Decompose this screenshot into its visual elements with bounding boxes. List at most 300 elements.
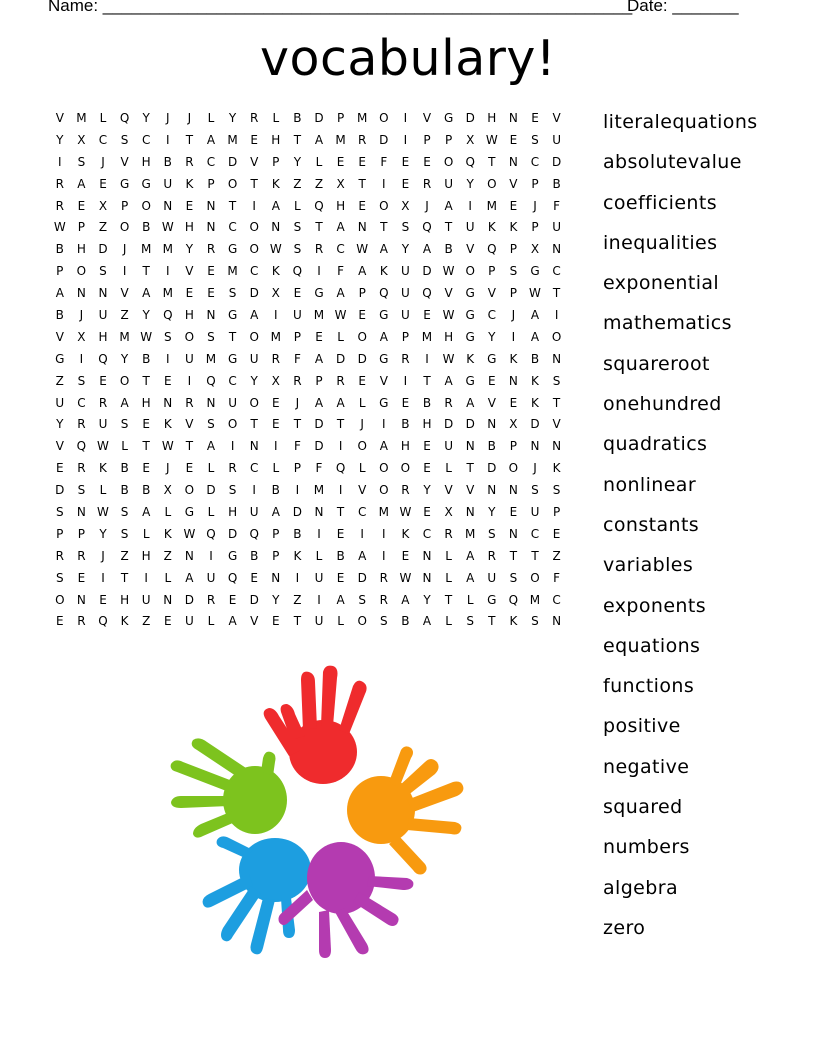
grid-letter: B [401,614,410,629]
grid-letter: E [423,308,431,323]
grid-letter: L [445,614,452,629]
grid-letter: A [530,308,540,323]
grid-letter: K [401,526,410,541]
grid-letter: O [487,176,497,191]
grid-letter: U [55,395,65,410]
grid-letter: E [358,373,366,388]
grid-letter: O [379,461,389,476]
grid-letter: K [293,548,302,563]
grid-letter: G [379,351,389,366]
grid-letter: I [403,373,408,388]
word-list-item: numbers [603,836,690,859]
grid-letter: H [184,220,194,235]
grid-letter: E [99,592,107,607]
grid-letter: E [315,329,323,344]
grid-letter: I [79,351,84,366]
grid-letter: A [358,548,367,563]
grid-letter: M [227,132,238,147]
grid-letter: V [487,395,496,410]
grid-letter: J [122,242,127,257]
grid-letter: R [336,373,345,388]
grid-letter: U [465,220,475,235]
grid-letter: R [98,395,108,410]
grid-letter: W [529,286,541,301]
grid-letter: A [77,176,86,191]
grid-letter: M [76,111,87,125]
grid-letter: N [552,242,562,257]
grid-letter: I [317,592,321,607]
grid-letter: G [119,176,130,191]
grid-letter: S [293,242,302,257]
grid-letter: N [249,439,259,454]
grid-letter: C [206,154,216,169]
grid-letter: B [271,483,280,498]
grid-letter: X [98,198,108,213]
grid-letter: O [357,329,367,344]
grid-letter: O [443,154,454,169]
grid-letter: O [184,329,195,344]
grid-letter: A [401,592,410,607]
grid-letter: T [293,132,302,147]
grid-letter: R [206,242,216,257]
grid-letter: J [187,111,192,125]
grid-letter: R [185,154,194,169]
grid-letter: L [337,329,344,344]
grid-letter: E [509,395,518,410]
grid-letter: T [185,439,194,454]
grid-letter: M [421,329,433,344]
date-line [627,0,739,16]
grid-letter: A [336,220,345,235]
grid-letter: N [422,570,432,585]
grid-letter: N [163,395,173,410]
grid-letter: T [380,220,388,235]
grid-letter: I [382,548,386,563]
grid-letter: T [423,373,431,388]
grid-letter: L [272,461,280,476]
grid-letter: L [99,483,107,498]
grid-letter: D [314,111,324,125]
grid-letter: A [444,373,453,388]
grid-letter: L [207,614,215,629]
grid-letter: S [552,373,561,388]
grid-letter: M [162,242,173,257]
grid-letter: N [98,286,108,301]
grid-letter: D [98,242,108,257]
grid-letter: E [77,198,86,213]
grid-letter: O [400,461,411,476]
grid-letter: S [120,132,129,147]
grid-letter: S [77,154,86,169]
grid-letter: A [185,570,194,585]
grid-letter: A [314,395,324,410]
grid-letter: R [401,483,410,498]
grid-letter: S [163,329,172,344]
grid-letter: V [552,417,561,432]
grid-letter: E [250,570,258,585]
grid-letter: E [423,154,431,169]
word-list-item: literalequations [603,111,758,133]
grid-letter: T [466,461,474,476]
grid-letter: A [379,439,388,454]
grid-letter: Q [508,592,519,607]
grid-letter: E [207,264,215,279]
grid-letter: D [184,592,195,607]
grid-letter: N [206,220,216,235]
grid-letter: H [98,329,108,344]
grid-letter: P [509,242,518,257]
grid-letter: A [466,395,475,410]
grid-letter: N [422,548,432,563]
grid-letter: I [274,439,278,454]
grid-letter: N [465,505,475,520]
grid-letter: K [509,351,518,366]
grid-letter: S [120,505,129,520]
grid-letter: G [141,176,151,191]
grid-letter: S [293,220,302,235]
grid-letter: X [163,483,172,498]
grid-letter: E [423,461,431,476]
grid-letter: Y [488,505,496,520]
grid-letter: S [77,483,86,498]
grid-letter: V [444,483,453,498]
grid-letter: X [530,242,540,257]
grid-letter: W [161,220,174,235]
grid-letter: J [79,308,84,323]
word-list-item: negative [603,755,690,778]
grid-letter: E [293,286,302,301]
grid-letter: E [552,526,561,541]
grid-letter: E [509,132,518,147]
grid-letter: P [77,220,86,235]
grid-letter: P [444,132,453,147]
grid-letter: R [444,526,453,541]
grid-letter: M [227,264,238,279]
grid-letter: Y [99,526,107,541]
grid-letter: Y [142,111,150,125]
word-list-item: functions [603,675,695,698]
grid-letter: E [336,570,345,585]
grid-letter: I [144,570,148,585]
grid-letter: E [185,286,194,301]
grid-letter: N [530,439,540,454]
grid-letter: E [272,417,280,432]
grid-letter: E [250,132,258,147]
grid-letter: J [360,417,364,432]
grid-letter: A [55,286,64,301]
grid-letter: R [55,176,64,191]
grid-letter: R [206,592,216,607]
grid-letter: Z [293,592,302,607]
grid-letter: D [227,526,238,541]
grid-letter: Q [163,308,173,323]
grid-letter: V [55,111,64,125]
grid-letter: H [141,548,151,563]
grid-letter: L [315,154,323,169]
name-line [48,0,632,16]
word-list-item: positive [603,715,681,738]
grid-letter: I [209,548,213,563]
grid-letter: L [121,439,128,454]
grid-letter: A [271,505,280,520]
grid-letter: M [141,242,152,257]
grid-letter: I [295,570,300,585]
grid-letter: X [466,132,475,147]
grid-letter: Z [314,176,324,191]
grid-letter: I [382,526,386,541]
grid-letter: L [445,570,452,585]
grid-letter: G [443,111,454,125]
grid-letter: E [164,614,172,629]
grid-letter: A [250,308,259,323]
grid-letter: S [552,483,561,498]
grid-letter: S [207,417,215,432]
grid-letter: W [183,526,196,541]
grid-letter: B [142,220,151,235]
grid-letter: D [314,417,324,432]
grid-letter: N [184,548,194,563]
grid-letter: U [141,592,151,607]
grid-letter: D [249,286,259,301]
grid-letter: G [227,351,238,366]
grid-letter: V [379,373,388,388]
grid-letter: I [403,132,408,147]
grid-letter: N [487,483,497,498]
grid-letter: B [530,351,540,366]
grid-letter: N [487,417,497,432]
grid-letter: L [315,548,323,563]
grid-letter: N [552,439,562,454]
grid-letter: O [227,176,238,191]
grid-letter: X [77,132,86,147]
grid-letter: I [360,526,364,541]
grid-letter: C [98,132,108,147]
grid-letter: T [185,132,194,147]
grid-letter: N [76,286,86,301]
word-list-item: absolutevalue [603,151,742,174]
grid-letter: G [314,286,324,301]
word-list-item: mathematics [603,312,732,335]
grid-letter: J [533,461,537,476]
grid-letter: Y [488,329,496,344]
grid-letter: E [509,505,518,520]
grid-letter: U [184,614,194,629]
grid-letter: Z [120,548,129,563]
grid-letter: S [120,417,129,432]
grid-letter: E [99,373,107,388]
word-list-item: constants [603,513,700,536]
grid-letter: E [336,154,345,169]
grid-letter: S [207,329,215,344]
grid-letter: N [508,154,518,169]
grid-letter: T [488,614,496,629]
grid-letter: C [552,592,561,607]
grid-letter: G [465,308,475,323]
grid-letter: I [166,132,170,147]
grid-letter: I [511,329,516,344]
grid-letter: I [187,373,192,388]
grid-letter: O [379,198,389,213]
grid-letter: G [184,505,195,520]
grid-letter: S [55,570,64,585]
word-list-item: variables [603,554,694,577]
grid-letter: G [227,308,238,323]
grid-letter: R [401,351,410,366]
grid-letter: I [166,264,170,279]
grid-letter: P [56,526,64,541]
grid-letter: U [228,395,237,410]
grid-letter: R [444,395,453,410]
grid-letter: O [119,220,130,235]
grid-letter: D [465,111,475,125]
grid-letter: G [55,351,65,366]
grid-letter: A [206,132,216,147]
grid-letter: Z [55,373,64,388]
grid-letter: V [466,483,475,498]
grid-letter: G [465,286,475,301]
grid-letter: L [358,395,366,410]
grid-letter: Y [56,132,64,147]
grid-letter: I [382,176,386,191]
grid-letter: N [552,614,562,629]
grid-letter: G [379,308,389,323]
grid-letter: G [530,264,540,279]
grid-letter: M [162,286,173,301]
grid-letter: F [293,351,301,366]
grid-letter: Y [466,176,474,191]
grid-letter: B [422,395,432,410]
grid-letter: D [465,417,475,432]
grid-letter: I [317,264,321,279]
grid-letter: E [423,439,431,454]
name-label: Name: ________________________________________________________ [48,0,633,15]
grid-letter: I [425,351,429,366]
grid-letter: I [252,198,256,213]
grid-letter: D [357,351,367,366]
grid-letter: M [529,592,541,607]
grid-letter: X [271,373,280,388]
grid-letter: P [531,176,539,191]
grid-letter: B [552,176,561,191]
grid-letter: G [465,373,475,388]
grid-letter: M [335,132,346,147]
grid-letter: U [552,132,561,147]
grid-letter: C [487,308,496,323]
grid-letter: R [379,570,388,585]
grid-letter: V [250,614,259,629]
grid-letter: E [185,461,194,476]
grid-letter: E [99,176,107,191]
grid-letter: W [269,242,282,257]
grid-letter: D [357,570,367,585]
grid-letter: O [249,329,259,344]
grid-letter: Y [228,111,237,125]
grid-letter: H [336,198,346,213]
grid-letter: H [141,154,151,169]
grid-letter: X [77,329,86,344]
grid-letter: J [533,198,537,213]
grid-letter: D [551,154,562,169]
word-list-item: inequalities [603,231,718,254]
grid-letter: M [119,329,130,344]
grid-letter: N [206,198,216,213]
blue-hand-icon [203,836,311,954]
grid-letter: V [185,264,194,279]
grid-letter: P [552,505,561,520]
grid-letter: J [166,461,170,476]
date-label: Date: _______ [627,0,739,15]
grid-letter: I [166,351,170,366]
grid-letter: D [487,461,497,476]
grid-letter: N [508,111,518,125]
grid-letter: Z [120,308,129,323]
grid-letter: N [271,570,281,585]
grid-letter: O [379,111,389,125]
grid-letter: E [228,592,237,607]
grid-letter: P [336,111,345,125]
grid-letter: Y [56,417,64,432]
grid-letter: S [379,614,388,629]
grid-letter: I [101,570,105,585]
grid-letter: P [207,176,215,191]
grid-letter: T [552,395,561,410]
grid-letter: D [422,264,432,279]
grid-letter: Q [422,286,432,301]
grid-letter: B [120,461,129,476]
grid-letter: C [77,395,86,410]
word-list-item: squared [603,796,683,819]
grid-letter: S [358,592,366,607]
grid-letter: K [99,461,107,476]
grid-letter: L [337,614,344,629]
grid-letter: E [488,373,496,388]
grid-letter: K [487,220,496,235]
grid-letter: O [249,395,259,410]
grid-letter: V [185,417,194,432]
grid-letter: Y [120,351,129,366]
grid-letter: B [55,308,64,323]
grid-letter: R [77,417,86,432]
grid-letter: U [400,286,410,301]
grid-letter: G [379,395,389,410]
grid-letter: F [553,570,561,585]
grid-letter: X [401,198,410,213]
grid-letter: O [465,264,475,279]
grid-letter: F [293,439,301,454]
grid-letter: B [142,483,151,498]
grid-letter: R [271,351,280,366]
grid-letter: P [293,329,302,344]
grid-letter: T [358,176,366,191]
grid-letter: D [55,483,65,498]
grid-letter: C [228,220,237,235]
grid-letter: Q [98,351,108,366]
grid-letter: E [336,526,345,541]
grid-letter: I [554,308,559,323]
grid-letter: P [272,154,280,169]
grid-letter: S [509,570,518,585]
grid-letter: A [379,242,388,257]
grid-letter: O [55,592,65,607]
grid-letter: P [509,439,518,454]
grid-letter: Q [422,220,432,235]
grid-letter: T [336,417,345,432]
grid-letter: B [487,439,496,454]
grid-letter: T [142,439,150,454]
grid-letter: C [530,154,540,169]
grid-letter: D [292,505,303,520]
grid-letter: C [228,373,237,388]
